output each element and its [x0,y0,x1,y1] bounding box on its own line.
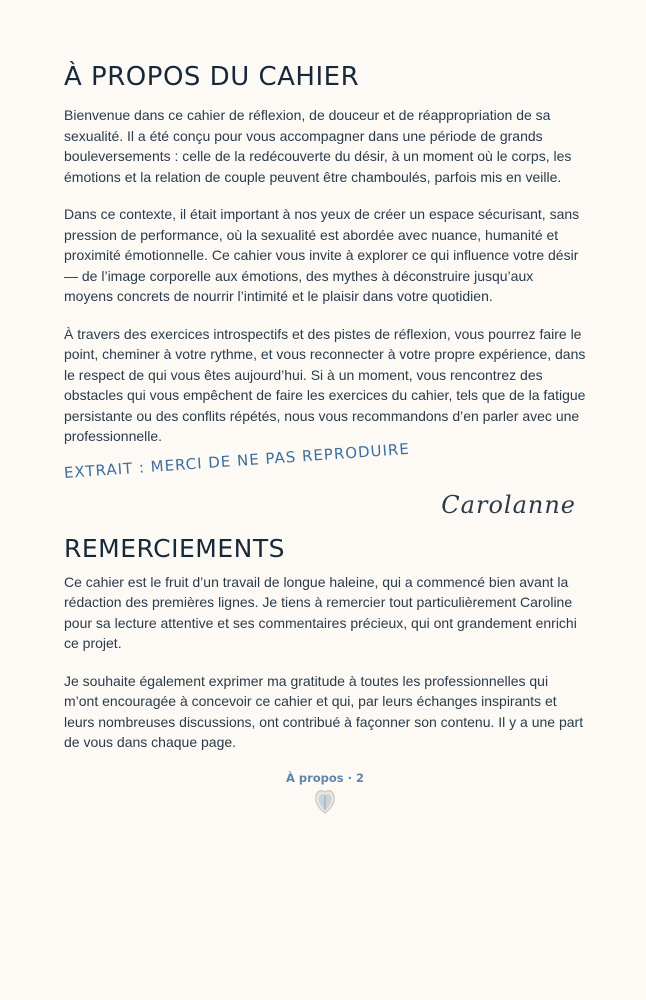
about-paragraph: Bienvenue dans ce cahier de réflexion, de douceur et de réappropriation de sa sexualité. Il a été conçu pour vous accompagner dans une période de grands bouleversements : celle de la redécouverte du désir, à un moment où le corps, les émotions et la relation de couple peuvent être chamboulés, parfois mis en veille. [64,107,572,185]
about-paragraph: À travers des exercices introspectifs et des pistes de réflexion, vous pourrez faire le point, cheminer à votre rythme, et vous reconnecter à votre propre expérience, dans le respect de qui vous êtes aujourd’hui. Si à un moment, vous rencontrez des obstacles qui vous empêchent de faire les exercices du cahier, tels que de la fatigue persistante ou des conflits répétés, nous vous recommandons d’en parler avec une professionnelle. [64,325,586,445]
page-footer-label: À propos · 2 [285,770,365,785]
thanks-section-title: REMERCIEMENTS [64,533,285,563]
about-section-title: À PROPOS DU CAHIER [64,62,360,92]
thanks-paragraph: Ce cahier est le fruit d’un travail de longue haleine, qui a commencé bien avant la rédaction des premières lignes. Je tiens à remercier tout particulièrement Caroline pour sa lecture attentive et ses commentaires précieux, qui ont grandement enrichi ce projet. [64,573,577,652]
heart-shield-logo-icon [314,788,336,814]
about-paragraph: Dans ce contexte, il était important à nos yeux de créer un espace sécurisant, sans pression de performance, où la sexualité est abordée avec nuance, humanité et proximité émotionnelle. Ce cahier vous invite à explorer ce qui influence votre désir — de l’image corporelle aux émotions, des mythes à déconstruire jusqu’aux moyens concrets de nourrir l’intimité et le plaisir dans votre quotidien. [64,206,580,305]
watermark-band [63,439,586,488]
signature-row [64,488,576,526]
thanks-paragraph: Je souhaite également exprimer ma gratitude à toutes les professionnelles qui m’ont encouragée à concevoir ce cahier et qui, par leurs échanges inspirants et leurs nombreuses discussions, ont contribué à façonner son contenu. Il y a une part de vous dans chaque page. [64,672,584,751]
watermark-text: EXTRAIT : MERCI DE NE PAS REPRODUIRE [63,439,411,482]
author-signature: Carolanne [441,490,576,519]
page-footer [64,770,586,819]
